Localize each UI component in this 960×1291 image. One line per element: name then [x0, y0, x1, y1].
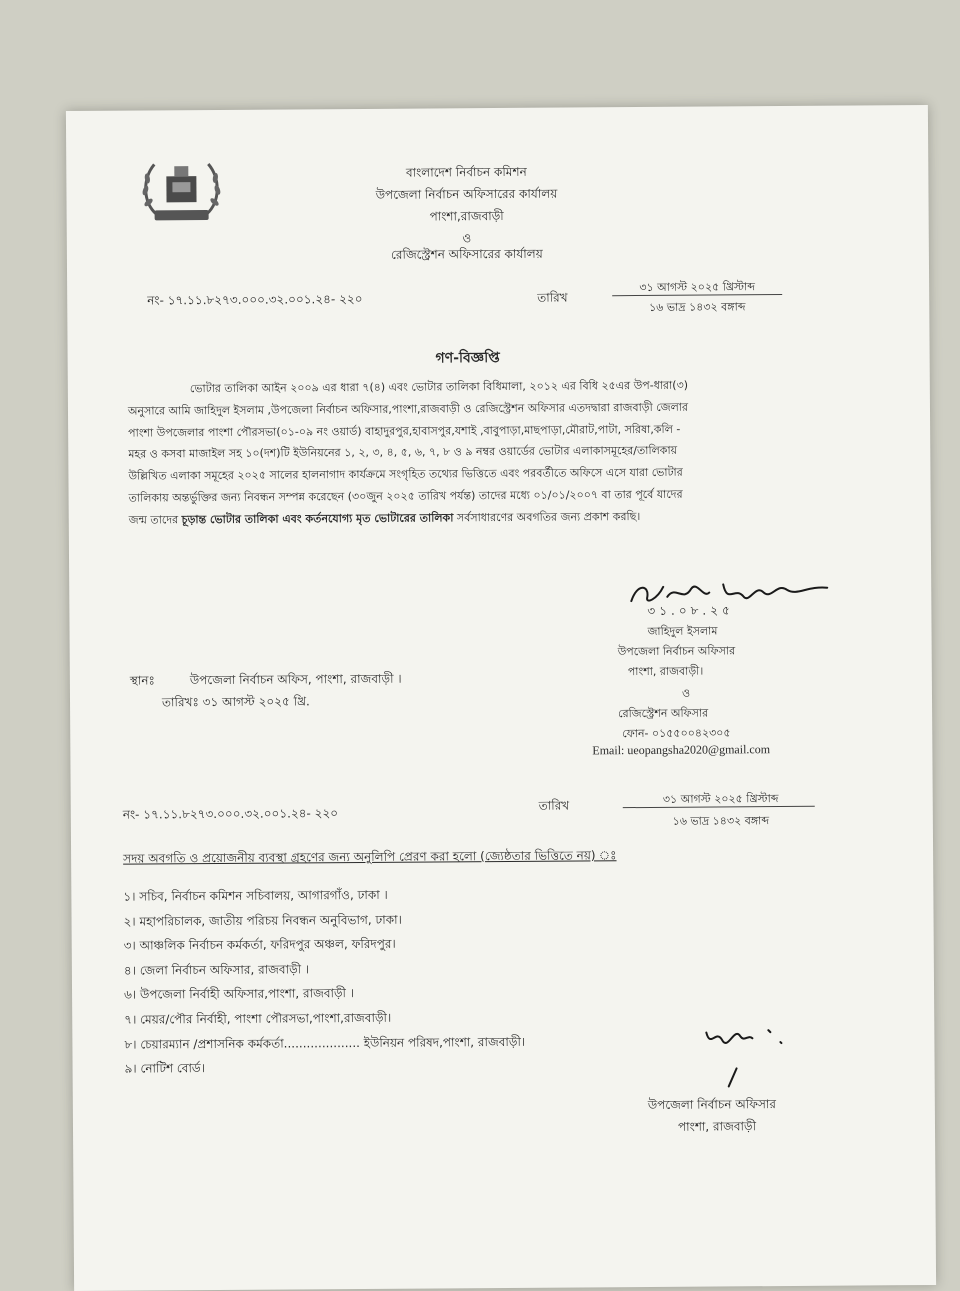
officer-conj: ও	[681, 686, 691, 700]
list-item: ৩। আঞ্চলিক নির্বাচন কর্মকর্তা, ফরিদপুর অঞ্চল, ফরিদপুর।	[123, 936, 396, 953]
place-label: স্থানঃ	[129, 673, 155, 688]
body-line-last	[129, 504, 879, 531]
header-office: উপজেলা নির্বাচন অফিসারের কার্যালয়	[375, 186, 558, 202]
signature-date: ৩১.০৮.২৫	[647, 603, 734, 618]
memo-number: নং- ১৭.১১.৮২৭৩.০০০.৩২.০০১.২৪- ২২০	[147, 291, 363, 308]
officer-designation: উপজেলা নির্বাচন অফিসার	[617, 644, 736, 659]
copy-sender-location: পাংশা, রাজবাড়ী	[677, 1119, 757, 1134]
officer-location: পাংশা, রাজবাড়ী।	[627, 664, 704, 679]
date-label-2: তারিখ	[538, 798, 570, 813]
list-item: ৭। মেয়র/পৌর নির্বাহী, পাংশা পৌরসভা,পাংশা,রাজবাড়ী।	[124, 1010, 392, 1027]
body-last-prefix: জন্ম তাদের	[128, 513, 182, 527]
date-bengali: ১৬ ভাদ্র ১৪৩২ বঙ্গাব্দ	[649, 300, 746, 314]
memo-number-2: নং- ১৭.১১.৮২৭৩.০০০.৩২.০০১.২৪- ২২০	[122, 806, 339, 822]
list-item: ৯। নোটিশ বোর্ড।	[124, 1061, 206, 1076]
body-line: উল্লিখিত এলাকা সমূহের ২০২৫ সালের হালনাগাদ কার্যক্রমে সংগৃহিত তথ্যের ভিত্তিতে এবং পরবর্তীতে অফিসে এসে যারা ভোটার	[128, 465, 683, 483]
copy-heading	[123, 847, 617, 870]
header-location: পাংশা,রাজবাড়ী	[429, 208, 504, 224]
officer-email: Email: ueopangsha2020@gmail.com	[592, 742, 771, 758]
date-gregorian-2: ৩১ আগস্ট ২০২৫ খ্রিস্টাব্দ	[662, 792, 779, 806]
place-value: উপজেলা নির্বাচন অফিস, পাংশা, রাজবাড়ী ।	[189, 671, 402, 688]
notice-body	[128, 373, 879, 531]
body-line: তালিকায় অন্তর্ভুক্তির জন্য নিবন্ধন সম্পন্ন করেছেন (৩০জুন ২০২৫ তারিখ পর্যন্ত) তাদের মধ্যে ০১/০১/২০০৭ বা তার পূর্বে যাদের	[128, 487, 683, 505]
header-registration-office: রেজিস্ট্রেশন অফিসারের কার্যালয়	[390, 246, 543, 262]
body-line: মহর ও কসবা মাজাইল সহ ১০(দশ)টি ইউনিয়নের ১, ২, ৩, ৪, ৫, ৬, ৭, ৮ ও ৯ নম্বর ওয়ার্ডের ভোটার এলাকাসমূহের/তালিকায়	[128, 444, 678, 461]
initials-signature-icon	[700, 1018, 790, 1059]
body-line: অনুসারে আমি জাহিদুল ইসলাম ,উপজেলা নির্বাচন অফিসার,পাংশা,রাজবাড়ী ও রেজিস্ট্রেশন অফিসার এতদদ্বারা রাজবাড়ী জেলার	[127, 400, 689, 418]
body-line: পাংশা উপজেলার পাংশা পৌরসভা(০১-০৯ নং ওয়ার্ড) বাহাদুরপুর,হাবাসপুর,যশাই ,বাবুপাড়া,মাছপাড়া,মৌরাট,পাটা, সরিষা,কলি -	[128, 422, 681, 440]
date-bengali-2: ১৬ ভাদ্র ১৪৩২ বঙ্গাব্দ	[672, 814, 770, 828]
body-last-suffix: সর্বসাধারণের অবগতির জন্য প্রকাশ করছি।	[453, 509, 641, 525]
place-date: তারিখঃ ৩১ আগস্ট ২০২৫ খ্রি.	[161, 694, 310, 710]
election-commission-emblem-icon	[136, 152, 227, 233]
list-item: ৬। উপজেলা নির্বাহী অফিসার,পাংশা, রাজবাড়ী ।	[124, 986, 355, 1003]
list-item: ১। সচিব, নির্বাচন কমিশন সচিবালয়, আগারগাঁও, ঢাকা ।	[123, 887, 388, 904]
copy-list	[123, 882, 525, 1082]
list-item: ২। মহাপরিচালক, জাতীয় পরিচয় নিবন্ধন অনুবিভাগ, ঢাকা।	[123, 912, 402, 929]
body-line: ভোটার তালিকা আইন ২০০৯ এর ধারা ৭(৪) এবং ভোটার তালিকা বিধিমালা, ২০১২ এর বিধি ২৫এর উপ-ধারা(৩)	[189, 378, 689, 396]
list-item: ৮। চেয়ারম্যান /প্রশাসনিক কর্মকর্তা.................... ইউনিয়ন পরিষদ,পাংশা, রাজবাড়ী।	[124, 1034, 526, 1052]
notice-title: গণ-বিজ্ঞপ্তি	[435, 350, 500, 367]
officer-designation-2: রেজিস্ট্রেশন অফিসার	[618, 706, 709, 721]
body-last-bold: চূড়ান্ত ভোটার তালিকা এবং কর্তনযোগ্য মৃত ভোটারের তালিকা	[181, 511, 454, 527]
date-label: তারিখ	[537, 290, 568, 305]
header-conj: ও	[462, 231, 472, 246]
list-item: ৪। জেলা নির্বাচন অফিসার, রাজবাড়ী ।	[123, 962, 310, 978]
document-page	[66, 105, 936, 1291]
officer-name: জাহিদুল ইসলাম	[647, 624, 718, 638]
copy-heading-text: সদয় অবগতি ও প্রয়োজনীয় ব্যবস্থা গ্রহণের জন্য অনুলিপি প্রেরণ করা হলো (জ্যেষ্ঠতার ভিত্তিতে নয়) ঃ	[123, 848, 617, 866]
pen-mark-icon	[723, 1066, 743, 1090]
officer-phone: ফোন- ০১৫৫০০৪২৩০৫	[622, 726, 731, 741]
date-gregorian: ৩১ আগস্ট ২০২৫ খ্রিস্টাব্দ	[639, 280, 755, 295]
header-commission: বাংলাদেশ নির্বাচন কমিশন	[405, 164, 527, 180]
copy-sender-designation: উপজেলা নির্বাচন অফিসার	[647, 1097, 776, 1112]
